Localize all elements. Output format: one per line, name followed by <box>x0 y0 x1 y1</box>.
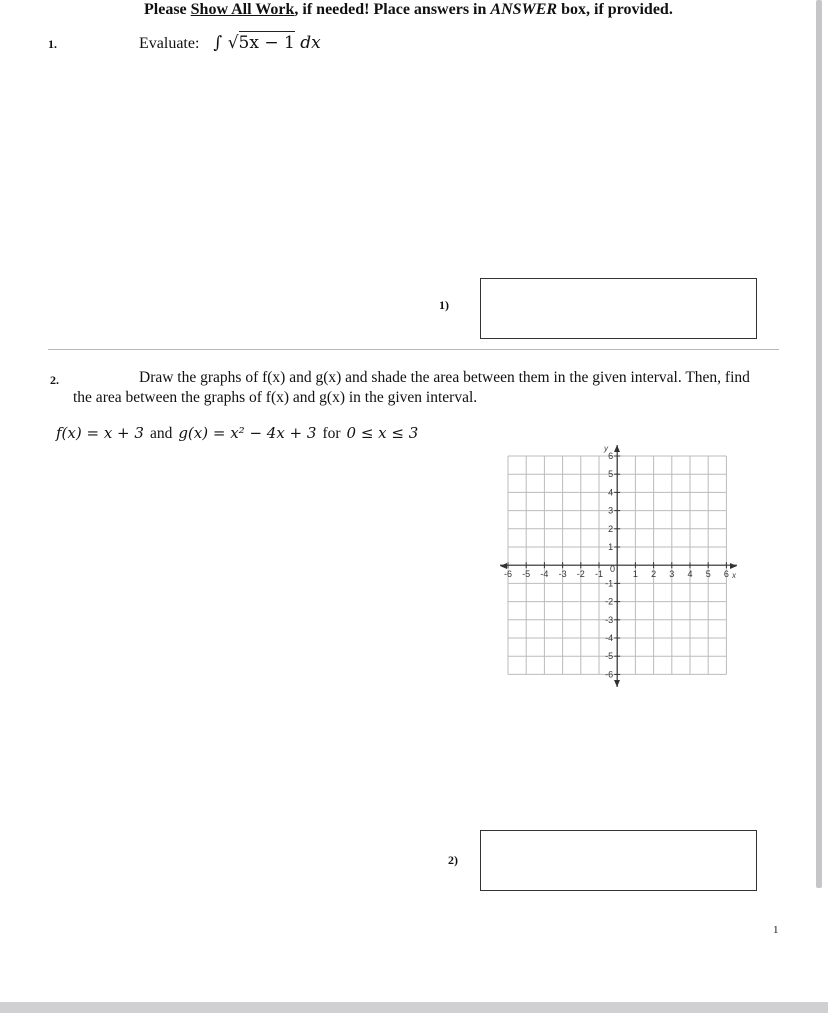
y-tick-label: -4 <box>605 633 614 643</box>
radical-sign: √ <box>227 33 239 53</box>
page-number: 1 <box>773 924 779 936</box>
y-tick-label: -6 <box>605 669 614 680</box>
question-2-line-2: the area between the graphs of f(x) and g(x) in the given interval. <box>73 389 478 406</box>
y-axis-down-arrow <box>614 680 620 687</box>
x-tick-label: -3 <box>558 569 567 580</box>
y-tick-label: -2 <box>605 596 614 607</box>
x-tick-label: 1 <box>632 569 638 580</box>
header-text-1: Please <box>144 1 191 18</box>
differential: dx <box>300 33 321 53</box>
axes <box>500 445 737 687</box>
header-text-2: , if needed! Place answers in <box>294 1 491 18</box>
evaluate-label: Evaluate: <box>139 35 200 52</box>
question-2-line-1: Draw the graphs of f(x) and g(x) and shade the area between them in the given interval. Then, find <box>139 369 750 386</box>
x-tick-label: 4 <box>687 569 693 580</box>
y-tick-label: -3 <box>605 614 614 625</box>
x-tick-label: 3 <box>669 569 675 580</box>
y-axis-label: y <box>604 444 608 453</box>
answer-1-label: 1) <box>439 298 449 312</box>
x-tick-label: 6 <box>723 569 729 580</box>
x-tick-label: -5 <box>522 569 531 580</box>
y-tick-label: 6 <box>608 451 614 461</box>
for-word: for <box>322 425 341 442</box>
y-tick-label: 4 <box>608 487 614 498</box>
and-word: and <box>149 425 173 442</box>
x-axis-right-arrow <box>730 563 737 569</box>
y-tick-label: -1 <box>605 578 614 589</box>
answer-2-label: 2) <box>448 853 458 867</box>
answer-box-2[interactable] <box>480 830 757 891</box>
interval: 0 ≤ x ≤ 3 <box>346 424 419 442</box>
y-axis-up-arrow <box>614 445 620 452</box>
x-tick-label: -6 <box>503 569 513 580</box>
y-tick-label: -5 <box>605 651 614 662</box>
x-tick-label: -2 <box>576 569 585 580</box>
y-tick-label: 5 <box>608 469 614 480</box>
question-2-number: 2. <box>50 373 59 387</box>
header-text-3: box, if provided. <box>557 1 673 18</box>
integral-sign: ∫ <box>213 33 223 53</box>
x-tick-label: 2 <box>651 569 657 580</box>
y-tick-label: 1 <box>608 542 614 552</box>
y-tick-label: 3 <box>608 505 614 516</box>
g-expression: g(x) = x² − 4x + 3 <box>178 424 317 442</box>
x-axis-left-arrow <box>500 563 507 569</box>
x-axis-label: x <box>732 571 736 580</box>
y-tick-label: 2 <box>608 523 614 534</box>
f-expression: f(x) = x + 3 <box>56 424 144 442</box>
origin-label: 0 <box>610 564 616 574</box>
x-tick-label: -4 <box>540 569 549 580</box>
radicand: 5x − 1 <box>238 33 295 53</box>
x-tick-label: 5 <box>705 569 711 580</box>
header-answer-word: ANSWER <box>490 1 558 18</box>
x-tick-label: -1 <box>594 569 604 580</box>
header-show-all-work: Show All Work <box>190 1 295 18</box>
question-1-number: 1. <box>48 37 57 51</box>
